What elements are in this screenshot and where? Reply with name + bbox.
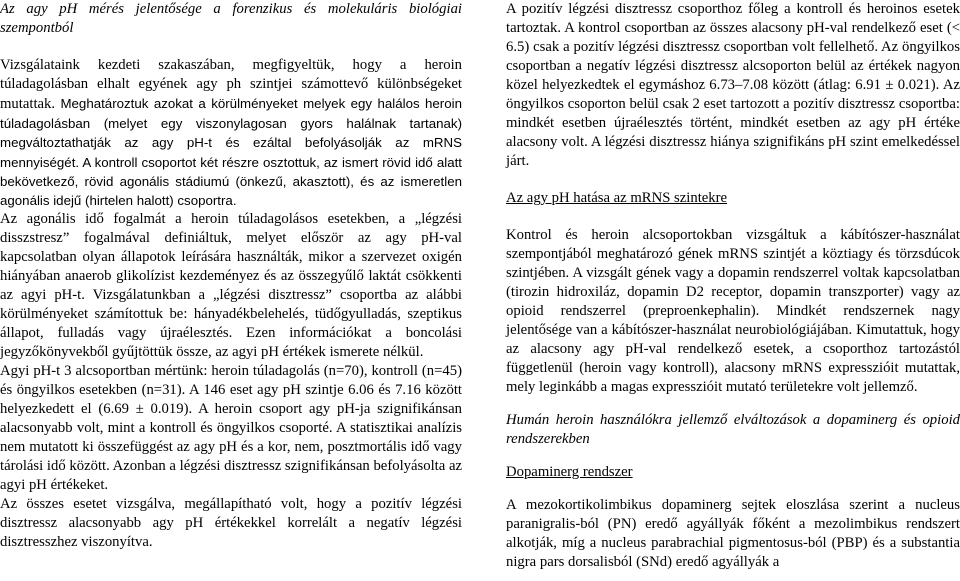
section-heading-ph-mrna: Az agy pH hatása az mRNS szintekre (506, 190, 728, 206)
paragraph-ph-measurement: Agyi pH-t 3 alcsoportban mértünk: heroin túladagolás (n=70), kontroll (n=45) és öngyilkos esetekben (n=31). A 146 eset agy pH szintje 6.06 és 7.16 között helyezkedett el (6.69 ± 0.019). A heroin csoport agy pH-ja szignifikánsan alacsonyabb volt, mint a kontroll és öngyilkos csoporté. A statisztikai analízis nem mutatott ki összefüggést az agy pH és a kor, nem, posztmortális idő vagy tárolási idő között. Azonban a légzési disztressz szignifikánsan befolyásolta az agyi pH értékeket. (0, 363, 462, 494)
paragraph-intro-serif: Vizsgálataink kezdeti szakaszában, megfigyeltük, hogy a heroin túladagolásban elhalt egyének agy ph szintjei számottevő különbségeket mutattak. (0, 57, 462, 112)
left-column (0, 0, 462, 552)
section-heading-heroin-changes: Humán heroin használókra jellemző elváltozások a dopaminerg és opioid rendszerekben (506, 412, 960, 447)
paragraph-distress-groups: A pozitív légzési disztressz csoporthoz főleg a kontroll és heroinos esetek tartoztak. A kontrol csoportban az összes alacsony pH-val rendelkező eset (< 6.5) csak a pozitív légzési disztressz csoportban volt fellelhető. Az öngyilkos csoportban a negatív légzési disztressz alcsoporton belül az értékek nagyon közel helyezkedtek el egymáshoz 6.73–7.08 között (átlag: 6.91 ± 0.021). Az öngyilkos csoporton belül csak 2 eset tartozott a pozitív disztressz csoportba: mindkét esetben újraélesztés történt, mindkét esetben az agy pH értéke alacsony volt. A légzési disztressz hiánya szignifikáns pH szint emelkedéssel járt. (506, 1, 960, 169)
section-heading-dopaminergic: Dopaminerg rendszer (506, 464, 633, 480)
paragraph-agonal-time: Az agonális idő fogalmát a heroin túladagolásos esetekben, a „légzési disszstresz” fogalmával definiáltuk, melyet először az agy pH-val kapcsolatban olyan állapotok leírására használták, mikor a szervezet oxigén hiányában anaerob glikolízist kezdeményez és az összegyűlő laktát csökkenti az agyi pH-t. Vizsgálatunkban a „légzési disztressz” csoportba az alábbi körülményeket számítottuk be: hányadékbelehelés, tüdőgyulladás, szeptikus állapot, fulladás vagy újraélesztés. Ezen információkat a boncolási jegyzőkönyvekből gyűjtöttük össze, az agyi pH értékek ismerete nélkül. (0, 211, 462, 361)
paragraph-correlation: Az összes esetet vizsgálva, megállapítható volt, hogy a pozitív légzési disztressz alacsonyabb agy pH értékekkel korrelált a negatív légzési disztresszhez viszonyítva. (0, 496, 462, 551)
section-heading: Az agy pH mérés jelentősége a forenzikus és molekuláris biológiai szempontból (0, 1, 462, 36)
paragraph-dopaminergic: A mezokortikolimbikus dopaminerg sejtek eloszlása szerint a nucleus paranigralis-ból (PN) eredő agyállyák főként a mezolimbikus rendszert alkotják, míg a nucleus parabrachial pigmentosus-ból (PBP) és a substantia nigra pars dorsalisból (SNd) eredő agyállyák a (506, 497, 960, 570)
paragraph-intro (0, 56, 462, 210)
paragraph-mrna-levels: Kontrol és heroin alcsoportokban vizsgáltuk a kábítószer-használat szempontjából meghatározó gének mRNS szintjét a köztiagy és törzsdúcok szintjében. A vizsgált gének vagy a dopamin rendszerrel voltak kapcsolatban (tirozin hidroxiláz, dopamin D2 receptor, dopamin transzporter) vagy az opioid rendszerrel (preproenkephalin). Mindkét rendszernek nagy jelentősége van a kábítószer-használat neurobiológiájában. Kimutattuk, hogy az alacsony agy pH-val rendelkező esetek, a csoporthoz tartozástól függetlenül (heroin vagy kontroll), alacsony mRNS expresszióit mutattak, mely leginkább a magas expresszióit mutató területekre volt jellemző. (506, 227, 960, 395)
paragraph-intro-sans: Meghatároztuk azokat a körülményeket melyek egy halálos heroin túladagolásban (melyet egy viszonylagosan gyors halálnak tartanak) megváltoztathatják az agy pH-t és ezáltal befolyásolják az mRNS mennyiségét. A kontroll csoportot két részre osztottuk, az ismert rövid idő alatt bekövetkező, rövid agonális stádiumú (önkezű, akasztott), és az ismeretlen agonális idejű (hirtelen halott) csoportra. (0, 96, 462, 209)
right-column (506, 0, 960, 572)
